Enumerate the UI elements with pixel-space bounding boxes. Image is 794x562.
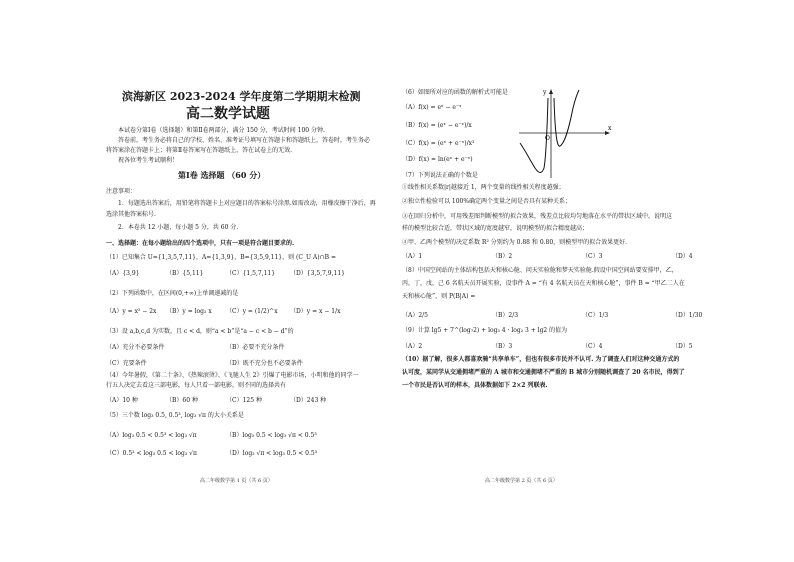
q4-option-b: （B）60 种 [166, 397, 198, 404]
exam-subtitle: 高二数学试题 [186, 106, 270, 122]
q9-option-c: （C）4 [582, 343, 603, 350]
q2-option-b: （B）y = log₂ x [166, 308, 212, 315]
intro-line: 将答案涂在答题卡上；将第Ⅱ卷答案写在答题纸上，答在试卷上的无效. [106, 147, 292, 154]
q7-item: ④甲、乙两个模型的决定系数 R² 分别约为 0.88 和 0.80，则模型甲的拟合效果更好. [402, 239, 628, 246]
curve-left-branch [520, 98, 548, 173]
q5-option-c: （C）0.5³ < log₃ 0.5 < log₃ √π [106, 450, 197, 457]
q2-option-c: （C）y = (1/2)^x [226, 308, 278, 315]
part-title: 一、选择题：在每小题给出的四个选项中，只有一项是符合题目要求的. [106, 240, 295, 247]
q8-option-d: （D）1/30 [672, 312, 703, 319]
q6-option-a: （A）f(x) = eˣ − e⁻ˣ [402, 104, 462, 111]
question-10: （10）据了解，很多人都喜欢骑“共享单车”，但也有很多市民并不认可. 为了调查人们对这种交通方式的 [402, 356, 680, 363]
q7-item: ①线性相关系数|r|越接近 1，两个变量的线性相关程度越强； [402, 184, 565, 191]
q7-option-d: （D）4 [672, 253, 693, 260]
question-8: （8）中国空间站的主体结构包括天和核心舱、问天实验舱和梦天实验舱.假设中国空间站要安排甲，乙， [402, 267, 678, 274]
y-axis-label: y [543, 89, 547, 96]
q7-item: 样的模型比较合适，带状区域的宽度越窄，说明模型的拟合精度越高； [402, 225, 589, 232]
q7-item: ③在回归分析中，可用残差图判断模型的拟合效果，残差点比较均匀地落在水平的带状区域中，说明这 [402, 213, 673, 220]
q6-option-d: （D）f(x) = ln(eˣ + e⁻ˣ) [402, 156, 473, 163]
section-title: 第Ⅰ卷 选择题 （60 分） [178, 170, 266, 180]
q3-option-a: （A）充分不必要条件 [106, 344, 165, 351]
question-4: （4）今年暑假，《第二十条》、《热辣滚烫》、《飞驰人生 2》引爆了电影市场，小明和他的同学一 [106, 372, 359, 379]
q5-option-a: （A）log₃ 0.5 < 0.5³ < log₃ √π [106, 432, 197, 439]
q8-option-c: （C）1/3 [582, 312, 609, 319]
question-10-cont: 一个市民是否认可的样本，具体数据如下 2×2 列联表. [402, 382, 548, 389]
origin-label: O [545, 135, 550, 142]
question-2: （2）下列函数中，在区间(0,+∞)上单调递减的是 [106, 290, 239, 297]
q6-option-c: （C）f(x) = (eˣ + e⁻ˣ)/x³ [402, 140, 475, 147]
intro-line: 祝各位考生考试顺利！ [118, 157, 179, 164]
q1-option-b: （B）{5,11} [166, 270, 204, 277]
q6-option-b: （B）f(x) = (eˣ − e⁻ˣ)/x [402, 122, 472, 129]
q7-item: ②独立性检验可以 100%确定两个变量之间是否具有某种关系； [402, 198, 572, 205]
intro-line: 本试卷分第Ⅰ卷（选择题）和第Ⅱ卷两部分，满分 150 分，考试时间 100 分钟. [118, 127, 325, 134]
question-9: （9）计算 lg5 + 7^(log₇2) + log₃ 4 · log₂ 3 + lg2 的值为 [402, 327, 568, 334]
question-8-cont: 丙，丁，戊，己 6 名航天员开展实验，设事件 A = “有 4 名航天员在天和核心舱”，事件 B = “甲乙二人在 [402, 280, 685, 287]
q5-option-b: （B）log₃ 0.5 < log₃ √π < 0.5³ [226, 432, 317, 439]
q1-option-d: （D）{3,5,7,9,11} [290, 270, 345, 277]
question-1: （1）已知集合 U={1,3,5,7,11}，A={1,3,9}，B={3,5,9,11}，则 (C_U A)∩B = [106, 254, 336, 261]
q3-option-c: （C）充要条件 [106, 360, 147, 367]
note-line: 选涂其他答案标号. [106, 211, 156, 218]
note-line: 2．本卷共 12 小题，每小题 5 分，共 60 分. [118, 224, 239, 231]
intro-line: 答卷前，考生务必将自己的学校、姓名、准考证号填写在答题卡和答题纸上，答卷时，考生务必 [118, 137, 371, 144]
q3-option-d: （D）既不充分也不必要条件 [226, 360, 303, 367]
note-line: 1．每题选出答案后，用铅笔将答题卡上对应题目的答案标号涂黑.如需改动，用橡皮擦干净后，再 [118, 200, 376, 207]
question-4-cont: 行五人决定去看这三部电影，每人只看一部电影，则不同的选择共有 [106, 382, 287, 389]
right-page [397, 0, 794, 562]
q4-option-a: （A）10 种 [106, 397, 138, 404]
q7-option-b: （B）2 [492, 253, 513, 260]
exam-title: 滨海新区 2023-2024 学年度第二学期期末检测 [122, 90, 361, 103]
q9-option-a: （A）2 [402, 343, 423, 350]
q2-option-a: （A）y = x² − 2x [106, 308, 157, 315]
q1-option-a: （A）{3,9} [106, 270, 140, 277]
page-footer: 高二年级数学第 1 页（共 6 页） [200, 478, 273, 484]
q1-option-c: （C）{1,5,7,11} [226, 270, 276, 277]
question-3: （3）设 a,b,c,d 为实数，且 c < d，则“a < b”是“a − c < b − d”的 [106, 328, 294, 335]
question-8-cont: 天和核心舱”，则 P(B|A) = [402, 293, 476, 300]
q5-option-d: （D）log₃ √π < log₃ 0.5 < 0.5³ [226, 450, 318, 457]
q9-option-d: （D）5 [672, 343, 693, 350]
page-footer: 高二年级数学第 2 页（共 6 页） [485, 478, 558, 484]
q2-option-d: （D）y = x − 1/x [290, 308, 341, 315]
curve-right-branch [554, 90, 579, 146]
question-6: （6）如图所对应的函数的解析式可能是 [402, 89, 508, 96]
q4-option-c: （C）125 种 [226, 397, 262, 404]
question-5: （5）三个数 log₃ 0.5, 0.5³, log₃ √π 的大小关系是 [106, 412, 244, 419]
q7-option-c: （C）3 [582, 253, 603, 260]
y-axis-arrow [549, 89, 553, 94]
question-10-cont: 认可度，某同学从交通拥堵严重的 A 城市和交通拥堵不严重的 B 城市分别随机调查了 20 名市民，得到了 [402, 369, 685, 376]
q8-option-b: （B）2/3 [492, 312, 519, 319]
function-graph [515, 88, 615, 180]
q3-option-b: （B）必要不充分条件 [226, 344, 285, 351]
x-axis-label: x [608, 125, 612, 132]
notes-title: 注意事项： [106, 188, 137, 195]
q7-option-a: （A）1 [402, 253, 423, 260]
question-7: （7）下列说法正确的个数是 [402, 172, 478, 179]
q9-option-b: （B）3 [492, 343, 513, 350]
q4-option-d: （D）243 种 [290, 397, 327, 404]
q8-option-a: （A）2/5 [402, 312, 428, 319]
